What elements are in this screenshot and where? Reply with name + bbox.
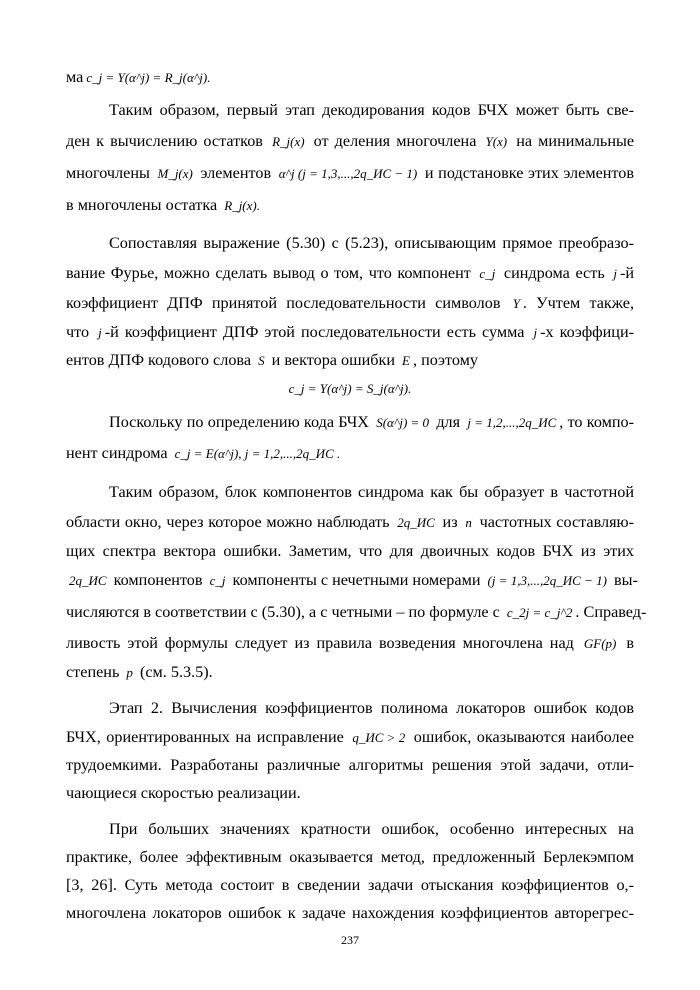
text-line-20: степень p (см. 5.3.5). [66,663,213,681]
text-line-25: При больших значениях кратности ошибок, особенно интересных на [109,820,634,838]
text-line-19: ливость этой формулы следует из правила возведения многочлена над GF(p) в [66,634,634,652]
text-line-1: ма c_j = Y(α^j) = R_j(α^j). [66,68,211,86]
text-line-15: области окно, через которое можно наблюдать 2q_ИС из n частотных составляю- [66,513,635,531]
formula-line-11: c_j = Y(α^j) = S_j(α^j). [288,381,412,396]
text-line-7: вание Фурье, можно сделать вывод о том, что компонент c_j синдрома есть j -й [66,264,634,282]
text-line-8: коэффициент ДПФ принятой последовательности символов Y . Учтем также, [66,294,634,312]
text-line-4: многочлены M_j(x) элементов α^j (j = 1,3,...,2q_ИС − 1) и подстановке этих элементов [66,164,635,182]
text-line-26: практике, более эффективным оказывается метод, предложенный Берлекэмпом [66,848,634,866]
text-line-27: [3, 26]. Суть метода состоит в сведении задачи отыскания коэффициентов о,- [66,876,634,894]
text-line-16: щих спектра вектора ошибки. Заметим, что для двоичных кодов БЧХ из этих [66,542,634,560]
text-line-17: 2q_ИС компонентов c_j компоненты с нечетными номерами (j = 1,3,...,2q_ИС − 1) вы- [69,571,638,589]
text-line-12: Поскольку по определению кода БЧХ S(α^j) = 0 для j = 1,2,...,2q_ИС , то компо- [109,413,634,431]
text-line-5: в многочлены остатка R_j(x). [66,196,260,214]
text-line-18: числяются в соответствии с (5.30), а с четными – по формуле с c_2j = c_j^2 . Справед- [66,603,647,621]
text-line-22: БЧХ, ориентированных на исправление q_ИС > 2 ошибок, оказываются наиболее [66,728,635,746]
text-line-3: ден к вычислению остатков R_j(x) от деления многочлена Y(x) на минимальные [66,132,635,150]
text-line-6: Сопоставляя выражение (5.30) с (5.23), описывающим прямое преобразо- [109,234,634,252]
text-line-21: Этап 2. Вычисления коэффициентов полинома локаторов ошибок кодов [109,699,634,717]
text-line-2: Таким образом, первый этап декодирования кодов БЧХ может быть све- [109,101,634,119]
text-line-10: ентов ДПФ кодового слова S и вектора ошибки E , поэтому [66,351,478,369]
text-line-13: нент синдрома c_j = E(α^j), j = 1,2,...,2q_ИС . [66,444,341,462]
text-line-24: чающиеся скоростью реализации. [66,784,301,802]
text-line-23: трудоемкими. Разработаны различные алгоритмы решения этой задачи, отли- [66,756,634,774]
page-number: 237 [341,933,359,947]
text-line-14: Таким образом, блок компонентов синдрома как бы образует в частотной [109,483,634,501]
text-line-28: многочлена локаторов ошибок к задаче нахождения коэффициентов авторегрес- [66,904,634,922]
text-line-9: что j -й коэффициент ДПФ этой последовательности есть сумма j -х коэффици- [66,323,635,341]
